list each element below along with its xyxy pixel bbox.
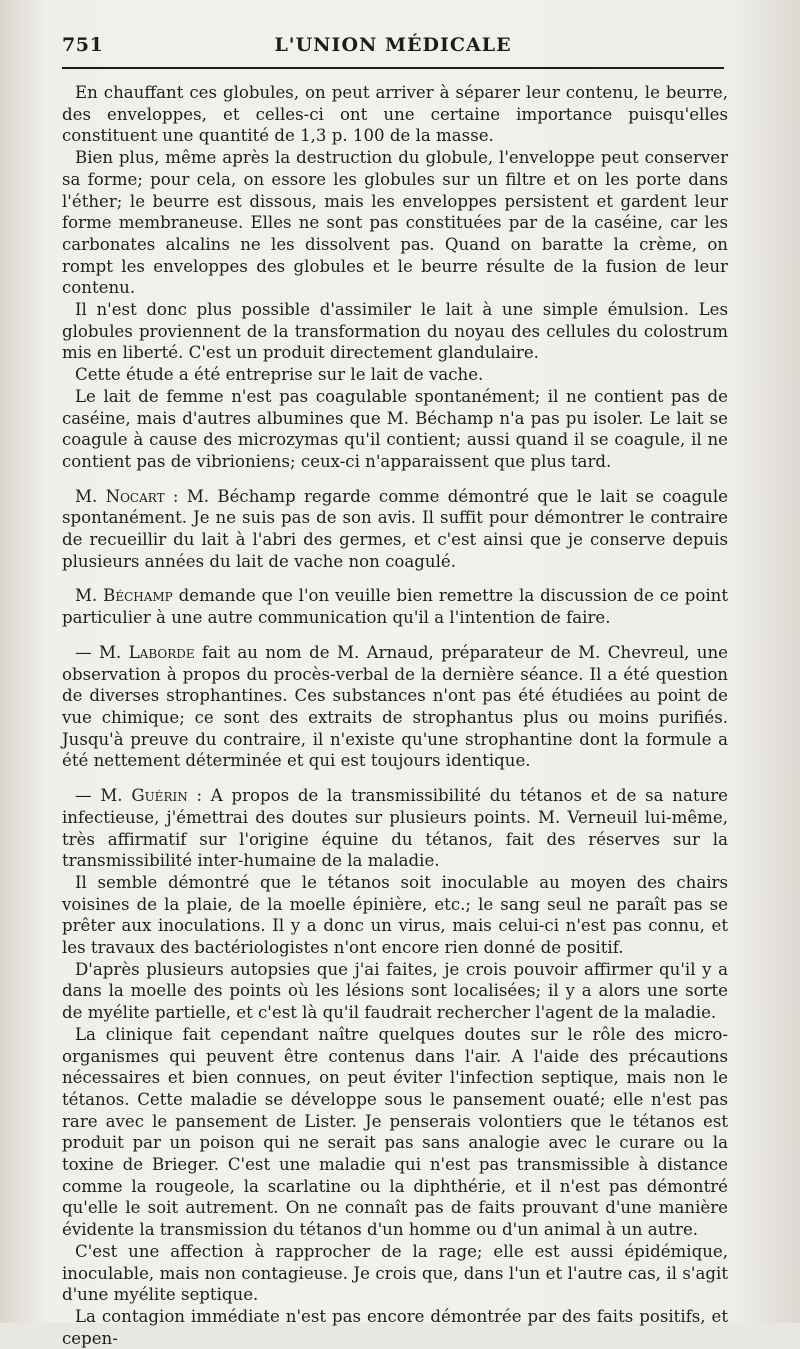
paragraph	[62, 486, 728, 573]
speaker-name: M. Béchamp	[75, 586, 173, 606]
paragraph-text: La contagion immédiate n'est pas encore démontrée par des faits positifs, et cepen-	[62, 1306, 728, 1348]
paragraph-text: Il semble démontré que le tétanos soit inoculable au moyen des chairs voisines de la plaie, de la moelle épinière, etc.; le sang seul ne paraît pas se prêter aux inoculations. Il y a donc un virus, mais celui-ci n'est pas connu, et les travaux des bactériologistes n'ont encore rien donné de positif.	[62, 872, 728, 958]
page-header	[62, 28, 724, 60]
paragraph	[62, 585, 728, 628]
paragraph	[62, 1306, 728, 1349]
paragraph-text: : M. Béchamp regarde comme démontré que le lait se coagule spontanément. Je ne suis pas de son avis. Il suffit pour démontrer le contraire de recueillir du lait à l'abri des germes, et c'est ainsi que je conserve depuis plusieurs années du lait de vache non coagulé.	[62, 486, 728, 571]
paragraph	[62, 642, 728, 772]
paragraph-text: En chauffant ces globules, on peut arriver à séparer leur contenu, le beurre, des enveloppes, et celles-ci ont une certaine importance puisqu'elles constituent une quantité de 1,3 p. 100 de la masse.	[62, 83, 728, 146]
paragraph-text: demande que l'on veuille bien remettre la discussion de ce point particulier à une autre communication qu'il a l'intention de faire.	[62, 586, 729, 628]
paragraph-text: fait au nom de M. Arnaud, préparateur de M. Chevreul, une observation à propos du procès-verbal de la dernière séance. Il a été question de diverses strophantines. Ces substances n'ont pas été étudiées au point de vue chimique; ce sont des extraits de strophantus plus ou moins purifiés. Jusqu'à preuve du contraire, il n'existe qu'une strophantine dont la formule a été nettement déterminée et qui est toujours identique.	[62, 642, 728, 771]
speaker-name: M. Nocart	[75, 486, 165, 506]
paragraph	[62, 1024, 728, 1241]
paragraph-text: Cette étude a été entreprise sur le lait de vache.	[75, 365, 484, 385]
paragraph	[62, 1241, 728, 1306]
paragraph	[62, 364, 728, 386]
speaker-prefix: — M.	[75, 642, 129, 662]
running-title: L'UNION MÉDICALE	[274, 34, 512, 56]
paragraph	[62, 147, 728, 299]
paragraph-text: C'est une affection à rapprocher de la rage; elle est aussi épidémique, inoculable, mais non contagieuse. Je crois que, dans l'un et l'autre cas, il s'agit d'une myélite septique.	[62, 1241, 728, 1305]
article-body	[62, 82, 728, 1349]
paragraph-text: Le lait de femme n'est pas coagulable spontanément; il ne contient pas de caséine, mais d'autres albumines que M. Béchamp n'a pas pu isoler. Le lait se coagule à cause des microzymas qu'il contient; aussi quand il se coagule, il ne contient pas de vibrioniens; ceux-ci n'apparaissent que plus tard.	[62, 386, 728, 471]
paragraph	[62, 386, 728, 473]
paragraph-text: : A propos de la transmissibilité du tétanos et de sa nature infectieuse, j'émettrai des doutes sur plusieurs points. M. Verneuil lui-même, très affirmatif sur l'origine équine du tétanos, fait des réserves sur la transmissibilité inter-humaine de la maladie.	[62, 786, 728, 871]
speaker-prefix: — M.	[75, 786, 132, 806]
paragraph	[62, 82, 728, 147]
speaker-name: Guérin	[131, 786, 188, 806]
speaker-name: Laborde	[128, 642, 195, 662]
paragraph	[62, 872, 728, 959]
header-rule	[62, 67, 724, 69]
paragraph	[62, 959, 728, 1024]
paragraph-text: Bien plus, même après la destruction du globule, l'enveloppe peut conserver sa forme; pour cela, on essore les globules sur un filtre et on les porte dans l'éther; le beurre est dissous, mais les enveloppes persistent et gardent leur forme membraneuse. Elles ne sont pas constituées par de la caséine, car les carbonates alcalins ne les dissolvent pas. Quand on baratte la crème, on rompt les enveloppes des globules et le beurre résulte de la fusion de leur contenu.	[62, 148, 728, 298]
paragraph	[62, 785, 728, 872]
paragraph-text: D'après plusieurs autopsies que j'ai faites, je crois pouvoir affirmer qu'il y a dans la moelle des points où les lésions sont localisées; il y a alors une sorte de myélite partielle, et c'est là qu'il faudrait rechercher l'agent de la maladie.	[62, 959, 728, 1023]
page-number: 751	[62, 34, 104, 56]
paragraph	[62, 299, 728, 364]
paragraph-text: La clinique fait cependant naître quelques doutes sur le rôle des micro-organismes qui peuvent être contenus dans l'air. A l'aide des précautions nécessaires et bien connues, on peut éviter l'infection septique, mais non le tétanos. Cette maladie se développe sous le pansement ouaté; elle n'est pas rare avec le pansement de Lister. Je penserais volontiers que le tétanos est produit par un poison qui ne serait pas sans analogie avec le curare ou la toxine de Brieger. C'est une maladie qui n'est pas transmissible à distance comme la rougeole, la scarlatine ou la diphthérie, et il n'est pas démontré qu'elle le soit autrement. On ne connaît pas de faits prouvant d'une manière évidente la transmission du tétanos d'un homme ou d'un animal à un autre.	[62, 1024, 728, 1240]
paragraph-text: Il n'est donc plus possible d'assimiler le lait à une simple émulsion. Les globules proviennent de la transformation du noyau des cellules du colostrum mis en liberté. C'est un produit directement glandulaire.	[62, 300, 728, 363]
